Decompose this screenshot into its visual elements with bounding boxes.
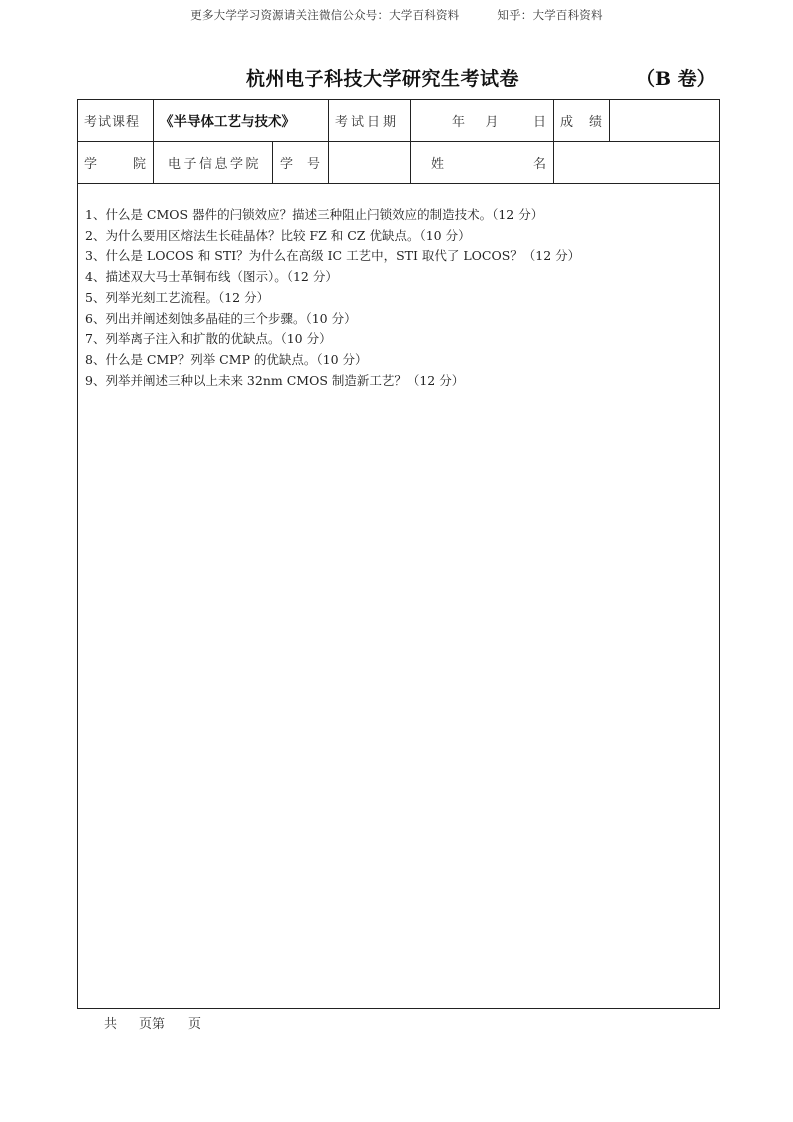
total-pages-label: 共	[104, 1017, 118, 1032]
name-field[interactable]	[560, 141, 714, 183]
table-divider	[410, 99, 411, 183]
pages-of-label: 页第	[139, 1017, 166, 1032]
score-field[interactable]	[616, 99, 714, 141]
table-divider	[609, 99, 610, 141]
question-item: 8、什么是 CMP？列举 CMP 的优缺点。（10 分）	[85, 351, 368, 367]
question-item: 2、为什么要用区熔法生长硅晶体？比较 FZ 和 CZ 优缺点。（10 分）	[85, 227, 471, 243]
question-item: 4、描述双大马士革铜布线（图示）。（12 分）	[85, 269, 338, 285]
header-note-wechat: 更多大学学习资源请关注微信公众号：大学百科资料	[190, 8, 460, 22]
question-item: 5、列举光刻工艺流程。（12 分）	[85, 289, 270, 305]
date-year-label: 年	[452, 114, 466, 130]
score-label: 成 绩	[560, 114, 602, 130]
question-item: 7、列举离子注入和扩散的优缺点。（10 分）	[85, 331, 332, 347]
question-list	[85, 205, 705, 391]
header-note	[0, 7, 793, 23]
table-divider	[328, 99, 329, 183]
header-note-zhihu: 知乎：大学百科资料	[497, 8, 603, 22]
date-day-label: 日	[532, 114, 546, 130]
course-value: 《半导体工艺与技术》	[160, 114, 295, 130]
school-label: 学 院	[84, 156, 146, 172]
question-item: 3、什么是 LOCOS 和 STI？为什么在高级 IC 工艺中，STI 取代了 LOCOS？（12 分）	[85, 248, 581, 264]
name-label: 姓 名	[431, 156, 546, 172]
exam-date-label: 考试日期	[335, 114, 400, 130]
course-label: 考试课程	[84, 114, 141, 130]
question-item: 1、什么是 CMOS 器件的闩锁效应？描述三种阻止闩锁效应的制造技术。（12 分）	[85, 207, 544, 222]
table-divider	[553, 99, 554, 183]
page-label: 页	[188, 1017, 202, 1032]
student-id-field[interactable]	[334, 141, 404, 183]
paper-version-label: （B 卷）	[636, 68, 716, 90]
exam-date-field[interactable]	[452, 99, 546, 141]
exam-title: 杭州电子科技大学研究生考试卷	[246, 68, 520, 90]
school-value: 电子信息学院	[168, 156, 262, 172]
student-id-label: 学 号	[280, 156, 320, 172]
page-counter	[104, 1013, 201, 1032]
table-divider	[77, 183, 720, 184]
date-month-label: 月	[485, 114, 499, 130]
question-item: 9、列举并阐述三种以上未来 32nm CMOS 制造新工艺？（12 分）	[85, 372, 465, 388]
question-item: 6、列出并阐述刻蚀多晶硅的三个步骤。（10 分）	[85, 310, 357, 326]
table-divider	[272, 141, 273, 183]
table-divider	[153, 99, 154, 183]
